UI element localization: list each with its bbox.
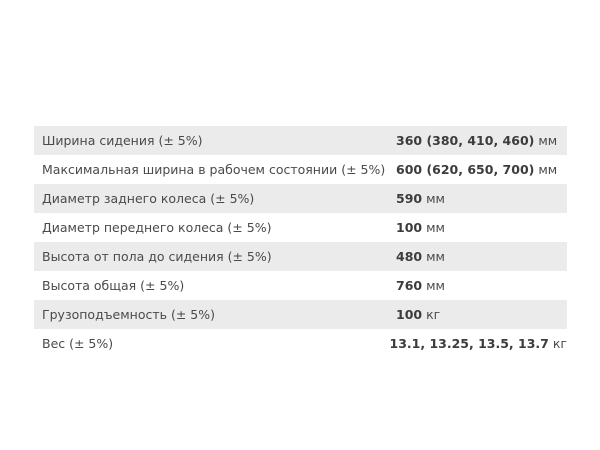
spec-number: 13.1, 13.25, 13.5, 13.7: [389, 336, 549, 351]
spec-row-total-height: [34, 271, 567, 300]
spec-name: Максимальная ширина в рабочем состоянии (± 5%): [42, 162, 386, 177]
spec-row-weight: [34, 329, 567, 358]
specs-table: [34, 126, 567, 358]
spec-row-front-wheel-diameter: [34, 213, 567, 242]
spec-name: Вес (± 5%): [42, 336, 114, 351]
spec-unit: мм: [426, 220, 445, 235]
spec-row-load-capacity: [34, 300, 567, 329]
spec-row-max-width: [34, 155, 567, 184]
spec-value: [396, 249, 567, 264]
spec-number: 480: [396, 249, 423, 264]
spec-value: [396, 278, 567, 293]
spec-number: 360 (380, 410, 460): [396, 133, 535, 148]
spec-unit: мм: [538, 162, 558, 177]
spec-number: 100: [396, 220, 423, 235]
spec-value: [396, 307, 567, 322]
spec-value: [396, 133, 567, 148]
spec-name: Диаметр переднего колеса (± 5%): [42, 220, 272, 235]
spec-name: Высота общая (± 5%): [42, 278, 185, 293]
spec-row-rear-wheel-diameter: [34, 184, 567, 213]
spec-name: Грузоподъемность (± 5%): [42, 307, 216, 322]
spec-unit: мм: [426, 278, 445, 293]
spec-value: [390, 336, 567, 351]
spec-value: [396, 191, 567, 206]
spec-number: 100: [396, 307, 423, 322]
spec-row-seat-height: [34, 242, 567, 271]
spec-unit: кг: [426, 307, 441, 322]
spec-name: Ширина сидения (± 5%): [42, 133, 203, 148]
spec-value: [396, 220, 567, 235]
spec-unit: кг: [552, 336, 567, 351]
spec-unit: мм: [426, 249, 445, 264]
spec-row-seat-width: [34, 126, 567, 155]
spec-number: 590: [396, 191, 423, 206]
spec-name: Высота от пола до сидения (± 5%): [42, 249, 272, 264]
spec-value: [396, 162, 567, 177]
spec-unit: мм: [426, 191, 445, 206]
spec-number: 760: [396, 278, 423, 293]
spec-number: 600 (620, 650, 700): [396, 162, 535, 177]
spec-name: Диаметр заднего колеса (± 5%): [42, 191, 255, 206]
spec-unit: мм: [538, 133, 558, 148]
